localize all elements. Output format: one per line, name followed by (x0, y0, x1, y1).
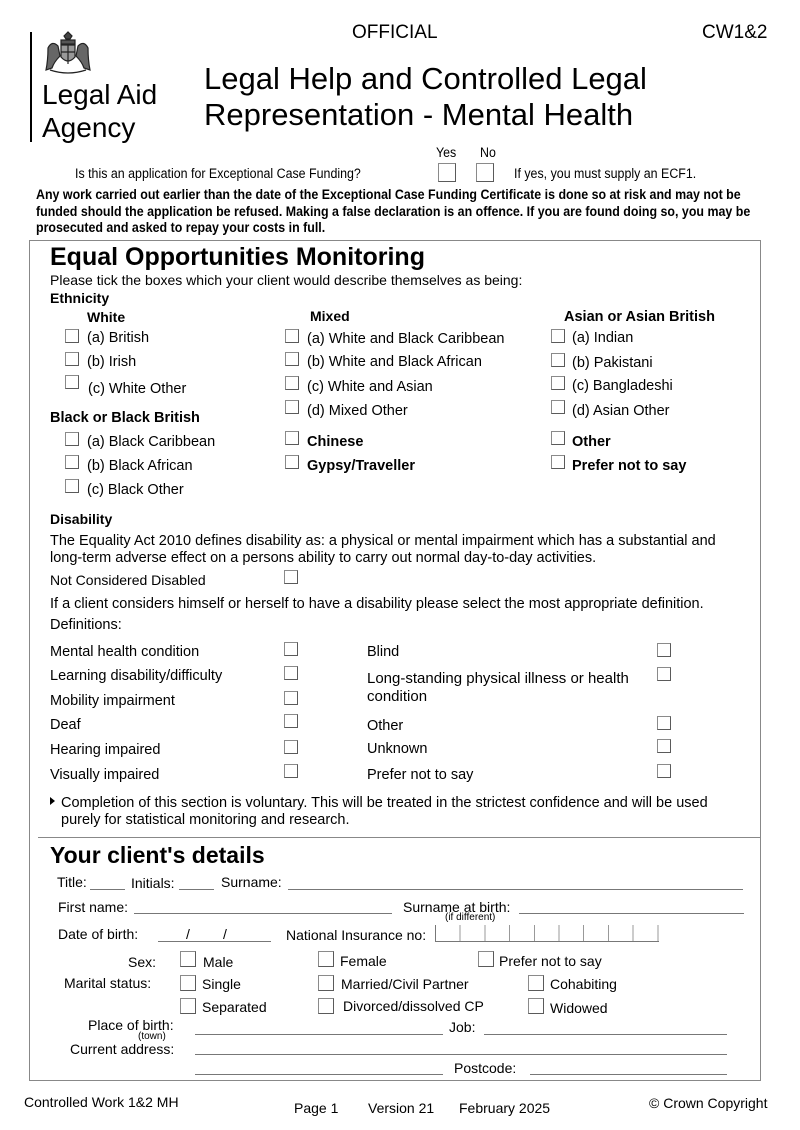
asian-other-label: (d) Asian Other (572, 403, 670, 419)
footer-page-number: Page 1 (294, 1100, 339, 1116)
disability-definition-line1: The Equality Act 2010 defines disability as: a physical or mental impairment which has a substantial and (50, 533, 716, 549)
asian-indian-label: (a) Indian (572, 330, 634, 346)
mixed-heading: Mixed (310, 308, 350, 324)
disability-definition-line2: long-term adverse effect on a persons ability to carry out normal day-to-day activities. (50, 550, 597, 566)
black-african-label: (b) Black African (87, 458, 193, 474)
not-disabled-checkbox[interactable] (284, 570, 298, 584)
black-african-checkbox[interactable] (65, 455, 79, 469)
disability-mobility-label: Mobility impairment (50, 693, 175, 709)
dob-separator-1: / (186, 926, 190, 942)
disability-mental-health-label: Mental health condition (50, 644, 200, 660)
disability-longstanding-label: Long-standing physical illness or health (367, 670, 629, 687)
white-british-checkbox[interactable] (65, 329, 79, 343)
ethnicity-prefer-not-label: Prefer not to say (572, 458, 687, 474)
asian-indian-checkbox[interactable] (551, 329, 565, 343)
ecf-yes-label: Yes (436, 145, 457, 160)
ni-label: National Insurance no: (286, 927, 427, 943)
disability-learning-checkbox[interactable] (284, 666, 298, 680)
sex-label: Sex: (128, 954, 157, 970)
other-ethnicity-label: Other (572, 434, 611, 450)
ecf-no-checkbox[interactable] (476, 163, 494, 182)
disability-blind-label: Blind (367, 644, 400, 660)
sex-prefer-not-checkbox[interactable] (478, 951, 494, 967)
royal-crest-icon (42, 30, 94, 76)
disability-visual-checkbox[interactable] (284, 764, 298, 778)
surname-input[interactable] (288, 889, 743, 890)
current-address-label: Current address: (70, 1041, 175, 1057)
white-heading: White (87, 309, 126, 325)
marital-single-checkbox[interactable] (180, 975, 196, 991)
other-ethnicity-checkbox[interactable] (551, 431, 565, 445)
disability-deaf-checkbox[interactable] (284, 714, 298, 728)
disability-other-label: Other (367, 718, 404, 734)
marital-status-label: Marital status: (64, 975, 152, 991)
chinese-label: Chinese (307, 434, 364, 450)
definitions-label: Definitions: (50, 617, 122, 633)
sex-prefer-not-label: Prefer not to say (499, 953, 602, 969)
disability-deaf-label: Deaf (50, 717, 81, 733)
logo-divider (30, 32, 32, 142)
form-code: CW1&2 (702, 22, 768, 43)
mixed-white-black-caribbean-checkbox[interactable] (285, 329, 299, 343)
surname-birth-input[interactable] (519, 913, 744, 914)
marital-married-checkbox[interactable] (318, 975, 334, 991)
dob-separator-2: / (223, 926, 227, 942)
ecf-no-label: No (480, 145, 496, 160)
marital-cohabiting-label: Cohabiting (550, 976, 617, 992)
mixed-white-black-african-checkbox[interactable] (285, 352, 299, 366)
title-label: Title: (57, 874, 87, 890)
disability-select-prompt: If a client considers himself or herself to have a disability please select the most appropriate definition. (50, 596, 704, 612)
asian-pakistani-label: (b) Pakistani (572, 355, 653, 371)
disability-heading: Disability (50, 511, 113, 527)
classification-label: OFFICIAL (352, 22, 438, 43)
if-different-note: (if different) (445, 912, 496, 923)
disability-unknown-label: Unknown (367, 741, 428, 757)
ecf-question: Is this an application for Exceptional Case Funding? (75, 166, 361, 181)
disability-mobility-checkbox[interactable] (284, 691, 298, 705)
postcode-label: Postcode: (454, 1060, 517, 1076)
disability-longstanding-label-cont: condition (367, 688, 428, 705)
logo-text-line1: Legal Aid (42, 79, 158, 110)
marital-divorced-checkbox[interactable] (318, 998, 334, 1014)
ecf-yes-checkbox[interactable] (438, 163, 456, 182)
gypsy-traveller-checkbox[interactable] (285, 455, 299, 469)
marital-cohabiting-checkbox[interactable] (528, 975, 544, 991)
title-input[interactable] (90, 889, 125, 890)
disability-blind-checkbox[interactable] (657, 643, 671, 657)
white-irish-checkbox[interactable] (65, 352, 79, 366)
ecf-note: If yes, you must supply an ECF1. (514, 166, 697, 181)
sex-female-checkbox[interactable] (318, 951, 334, 967)
mixed-other-label: (d) Mixed Other (307, 403, 408, 419)
not-disabled-label: Not Considered Disabled (50, 572, 206, 588)
logo (30, 30, 180, 145)
job-label: Job: (449, 1019, 476, 1035)
black-heading: Black or Black British (50, 410, 200, 426)
disability-unknown-checkbox[interactable] (657, 739, 671, 753)
dob-input[interactable] (158, 941, 271, 942)
white-other-checkbox[interactable] (65, 375, 79, 389)
place-of-birth-label: Place of birth: (88, 1017, 174, 1033)
address-line1-input[interactable] (195, 1054, 727, 1055)
mixed-white-black-african-label: (b) White and Black African (307, 354, 482, 370)
disability-prefer-not-label: Prefer not to say (367, 767, 474, 783)
mixed-white-asian-checkbox[interactable] (285, 376, 299, 390)
dob-label: Date of birth: (58, 926, 139, 942)
black-caribbean-label: (a) Black Caribbean (87, 434, 216, 450)
surname-birth-label: Surname at birth: (403, 899, 511, 915)
footer-version: Version 21 (368, 1100, 435, 1116)
first-name-label: First name: (58, 899, 129, 915)
ni-number-boxes[interactable] (435, 925, 659, 942)
sex-female-label: Female (340, 953, 387, 969)
asian-bangladeshi-checkbox[interactable] (551, 376, 565, 390)
mixed-white-asian-label: (c) White and Asian (307, 379, 433, 395)
disability-hearing-label: Hearing impaired (50, 742, 161, 758)
page-title-line2: Representation - Mental Health (204, 97, 634, 132)
disability-hearing-checkbox[interactable] (284, 740, 298, 754)
asian-bangladeshi-label: (c) Bangladeshi (572, 378, 673, 394)
black-caribbean-checkbox[interactable] (65, 432, 79, 446)
footer-copyright: © Crown Copyright (649, 1095, 768, 1111)
page-title-line1: Legal Help and Controlled Legal (204, 61, 647, 96)
white-irish-label: (b) Irish (87, 354, 137, 370)
black-other-checkbox[interactable] (65, 479, 79, 493)
voluntary-note-line2: purely for statistical monitoring and research. (61, 812, 350, 828)
marital-divorced-label: Divorced/dissolved CP (343, 998, 484, 1014)
address-line2-input[interactable] (195, 1074, 443, 1075)
disability-visual-label: Visually impaired (50, 767, 160, 783)
disability-learning-label: Learning disability/difficulty (50, 668, 223, 684)
ethnicity-prefer-not-checkbox[interactable] (551, 455, 565, 469)
footer-form-name: Controlled Work 1&2 MH (24, 1094, 179, 1110)
gypsy-traveller-label: Gypsy/Traveller (307, 458, 416, 474)
place-of-birth-sub: (town) (138, 1031, 166, 1042)
ethnicity-label: Ethnicity (50, 290, 110, 306)
sex-male-label: Male (203, 954, 234, 970)
equal-ops-instruction: Please tick the boxes which your client would describe themselves as being: (50, 272, 523, 288)
mixed-other-checkbox[interactable] (285, 400, 299, 414)
disability-prefer-not-checkbox[interactable] (657, 764, 671, 778)
marital-separated-label: Separated (202, 999, 267, 1015)
asian-other-checkbox[interactable] (551, 400, 565, 414)
disability-mental-health-checkbox[interactable] (284, 642, 298, 656)
first-name-input[interactable] (134, 913, 392, 914)
surname-label: Surname: (221, 874, 282, 890)
marital-married-label: Married/Civil Partner (341, 976, 469, 992)
voluntary-note-line1: Completion of this section is voluntary. This will be treated in the strictest confidence and will be used (61, 795, 708, 811)
marital-separated-checkbox[interactable] (180, 998, 196, 1014)
asian-heading: Asian or Asian British (564, 309, 715, 325)
sex-male-checkbox[interactable] (180, 951, 196, 967)
initials-label: Initials: (131, 875, 175, 891)
white-other-label: (c) White Other (88, 381, 187, 397)
asian-pakistani-checkbox[interactable] (551, 353, 565, 367)
place-of-birth-input[interactable] (195, 1034, 443, 1035)
ecf-warning: Any work carried out earlier than the date of the Exceptional Case Funding Certificate is done so at risk and may not be funded should the application be refused. Making a false declaration is an offence. If you are found doing so, you may be prosecuted and asked to repay your costs in full. (36, 187, 751, 235)
white-british-label: (a) British (87, 330, 150, 346)
job-input[interactable] (484, 1034, 727, 1035)
logo-text-line2: Agency (42, 112, 136, 143)
marital-widowed-label: Widowed (550, 1000, 608, 1016)
marital-widowed-checkbox[interactable] (528, 998, 544, 1014)
disability-other-checkbox[interactable] (657, 716, 671, 730)
disability-longstanding-checkbox[interactable] (657, 667, 671, 681)
footer-date: February 2025 (459, 1100, 551, 1116)
mixed-white-black-caribbean-label: (a) White and Black Caribbean (307, 331, 505, 347)
equal-ops-title: Equal Opportunities Monitoring (50, 243, 425, 271)
initials-input[interactable] (179, 889, 214, 890)
triangle-bullet-icon (50, 797, 55, 805)
section-divider (38, 837, 761, 838)
client-details-title: Your client's details (50, 842, 265, 868)
black-other-label: (c) Black Other (87, 482, 184, 498)
postcode-input[interactable] (530, 1074, 727, 1075)
chinese-checkbox[interactable] (285, 431, 299, 445)
marital-single-label: Single (202, 976, 241, 992)
